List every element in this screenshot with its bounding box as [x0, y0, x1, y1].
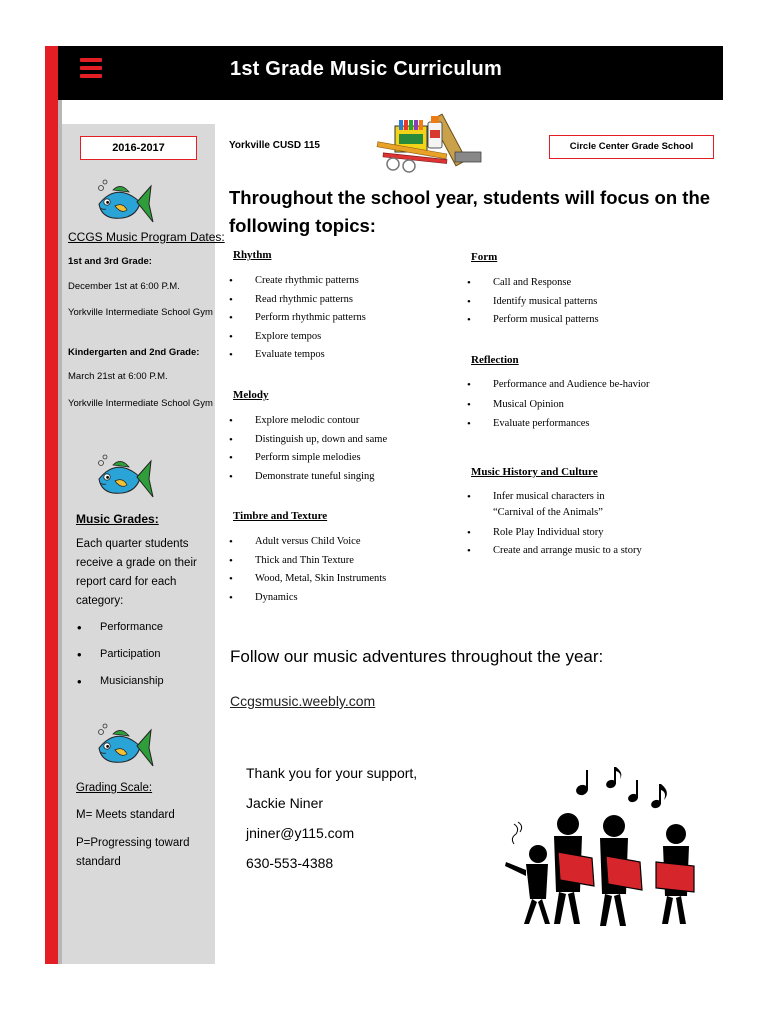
- topic-item: • Demonstrate tuneful singing: [229, 468, 387, 487]
- rhythm-list: [229, 272, 366, 365]
- scale-p: P=Progressing toward standard: [76, 837, 190, 868]
- topic-item: • Explore melodic contour: [229, 412, 387, 431]
- grades-item: • Musicianship: [77, 668, 164, 695]
- topic-item: • Adult versus Child Voice: [229, 533, 386, 552]
- program-line: December 1st at 6:00 P.M.: [68, 281, 180, 292]
- grades-heading: Music Grades:: [76, 512, 159, 526]
- topic-item: • Performance and Audience be-havior: [467, 377, 652, 393]
- headline: Throughout the school year, students will focus on the following topics:: [229, 187, 711, 236]
- follow-heading: Follow our music adventures throughout the year:: [230, 647, 604, 666]
- program-line: March 21st at 6:00 P.M.: [68, 371, 168, 382]
- topic-item: • Dynamics: [229, 589, 386, 608]
- red-rail: [45, 46, 58, 964]
- topic-item: • Create rhythmic patterns: [229, 272, 366, 291]
- grades-item: • Performance: [77, 614, 164, 641]
- section-heading-melody: Melody: [233, 389, 269, 401]
- school-supplies-icon: [373, 112, 489, 176]
- grades-list: [77, 614, 164, 695]
- scale-heading: Grading Scale:: [76, 782, 153, 794]
- reflection-list: [467, 377, 652, 433]
- topic-item: • Thick and Thin Texture: [229, 552, 386, 571]
- topic-item: • Wood, Metal, Skin Instruments: [229, 570, 386, 589]
- contact-email[interactable]: jniner@y115.com: [246, 825, 355, 841]
- topic-item: • Explore tempos: [229, 328, 366, 347]
- grades-item: • Participation: [77, 641, 164, 668]
- topic-item: • Perform simple melodies: [229, 449, 387, 468]
- melody-list: [229, 412, 387, 486]
- topic-item: • Perform rhythmic patterns: [229, 309, 366, 328]
- form-list: [467, 274, 599, 330]
- program-line: Yorkville Intermediate School Gym: [68, 398, 213, 409]
- fish-icon: [93, 451, 155, 503]
- section-heading-history: Music History and Culture: [471, 466, 598, 478]
- timbre-list: [229, 533, 386, 607]
- topic-item: • Musical Opinion: [467, 396, 652, 415]
- contact-phone: 630-553-4388: [246, 855, 334, 871]
- fish-icon: [93, 720, 155, 772]
- topic-item: • Read rhythmic patterns: [229, 291, 366, 310]
- topic-item: • Evaluate tempos: [229, 346, 366, 365]
- district-name: Yorkville CUSD 115: [229, 140, 320, 151]
- topic-item: • Evaluate performances: [467, 415, 652, 434]
- thanks-text: Thank you for your support,: [246, 765, 418, 781]
- program-line: 1st and 3rd Grade:: [68, 256, 152, 267]
- page-title: 1st Grade Music Curriculum: [230, 58, 502, 80]
- program-heading: CCGS Music Program Dates:: [68, 230, 225, 244]
- program-line: Kindergarten and 2nd Grade:: [68, 347, 200, 358]
- year-badge: 2016-2017: [80, 136, 197, 160]
- topic-item: • Create and arrange music to a story: [467, 543, 647, 559]
- history-list: [467, 489, 647, 559]
- section-heading-timbre: Timbre and Texture: [233, 510, 328, 522]
- grades-text: Each quarter students receive a grade on their report card for each category:: [76, 538, 197, 607]
- program-line: Yorkville Intermediate School Gym: [68, 307, 213, 318]
- section-heading-rhythm: Rhythm: [233, 249, 272, 261]
- topic-item: • Identify musical patterns: [467, 293, 599, 312]
- school-badge: Circle Center Grade School: [549, 135, 714, 159]
- topic-item: • Perform musical patterns: [467, 311, 599, 330]
- singers-icon: [496, 764, 702, 934]
- scale-m: M= Meets standard: [76, 809, 175, 821]
- website-link[interactable]: Ccgsmusic.weebly.com: [230, 693, 376, 709]
- contact-name: Jackie Niner: [246, 795, 324, 811]
- topic-item: • Call and Response: [467, 274, 599, 293]
- fish-icon: [93, 176, 155, 228]
- topic-item: • Role Play Individual story: [467, 524, 647, 543]
- topic-item: • Distinguish up, down and same: [229, 431, 387, 450]
- contact-block: [246, 758, 417, 878]
- menu-icon[interactable]: [80, 58, 102, 80]
- topic-item: • Infer musical characters in “Carnival of the Animals”: [467, 489, 647, 521]
- section-heading-reflection: Reflection: [471, 354, 519, 366]
- section-heading-form: Form: [471, 251, 498, 263]
